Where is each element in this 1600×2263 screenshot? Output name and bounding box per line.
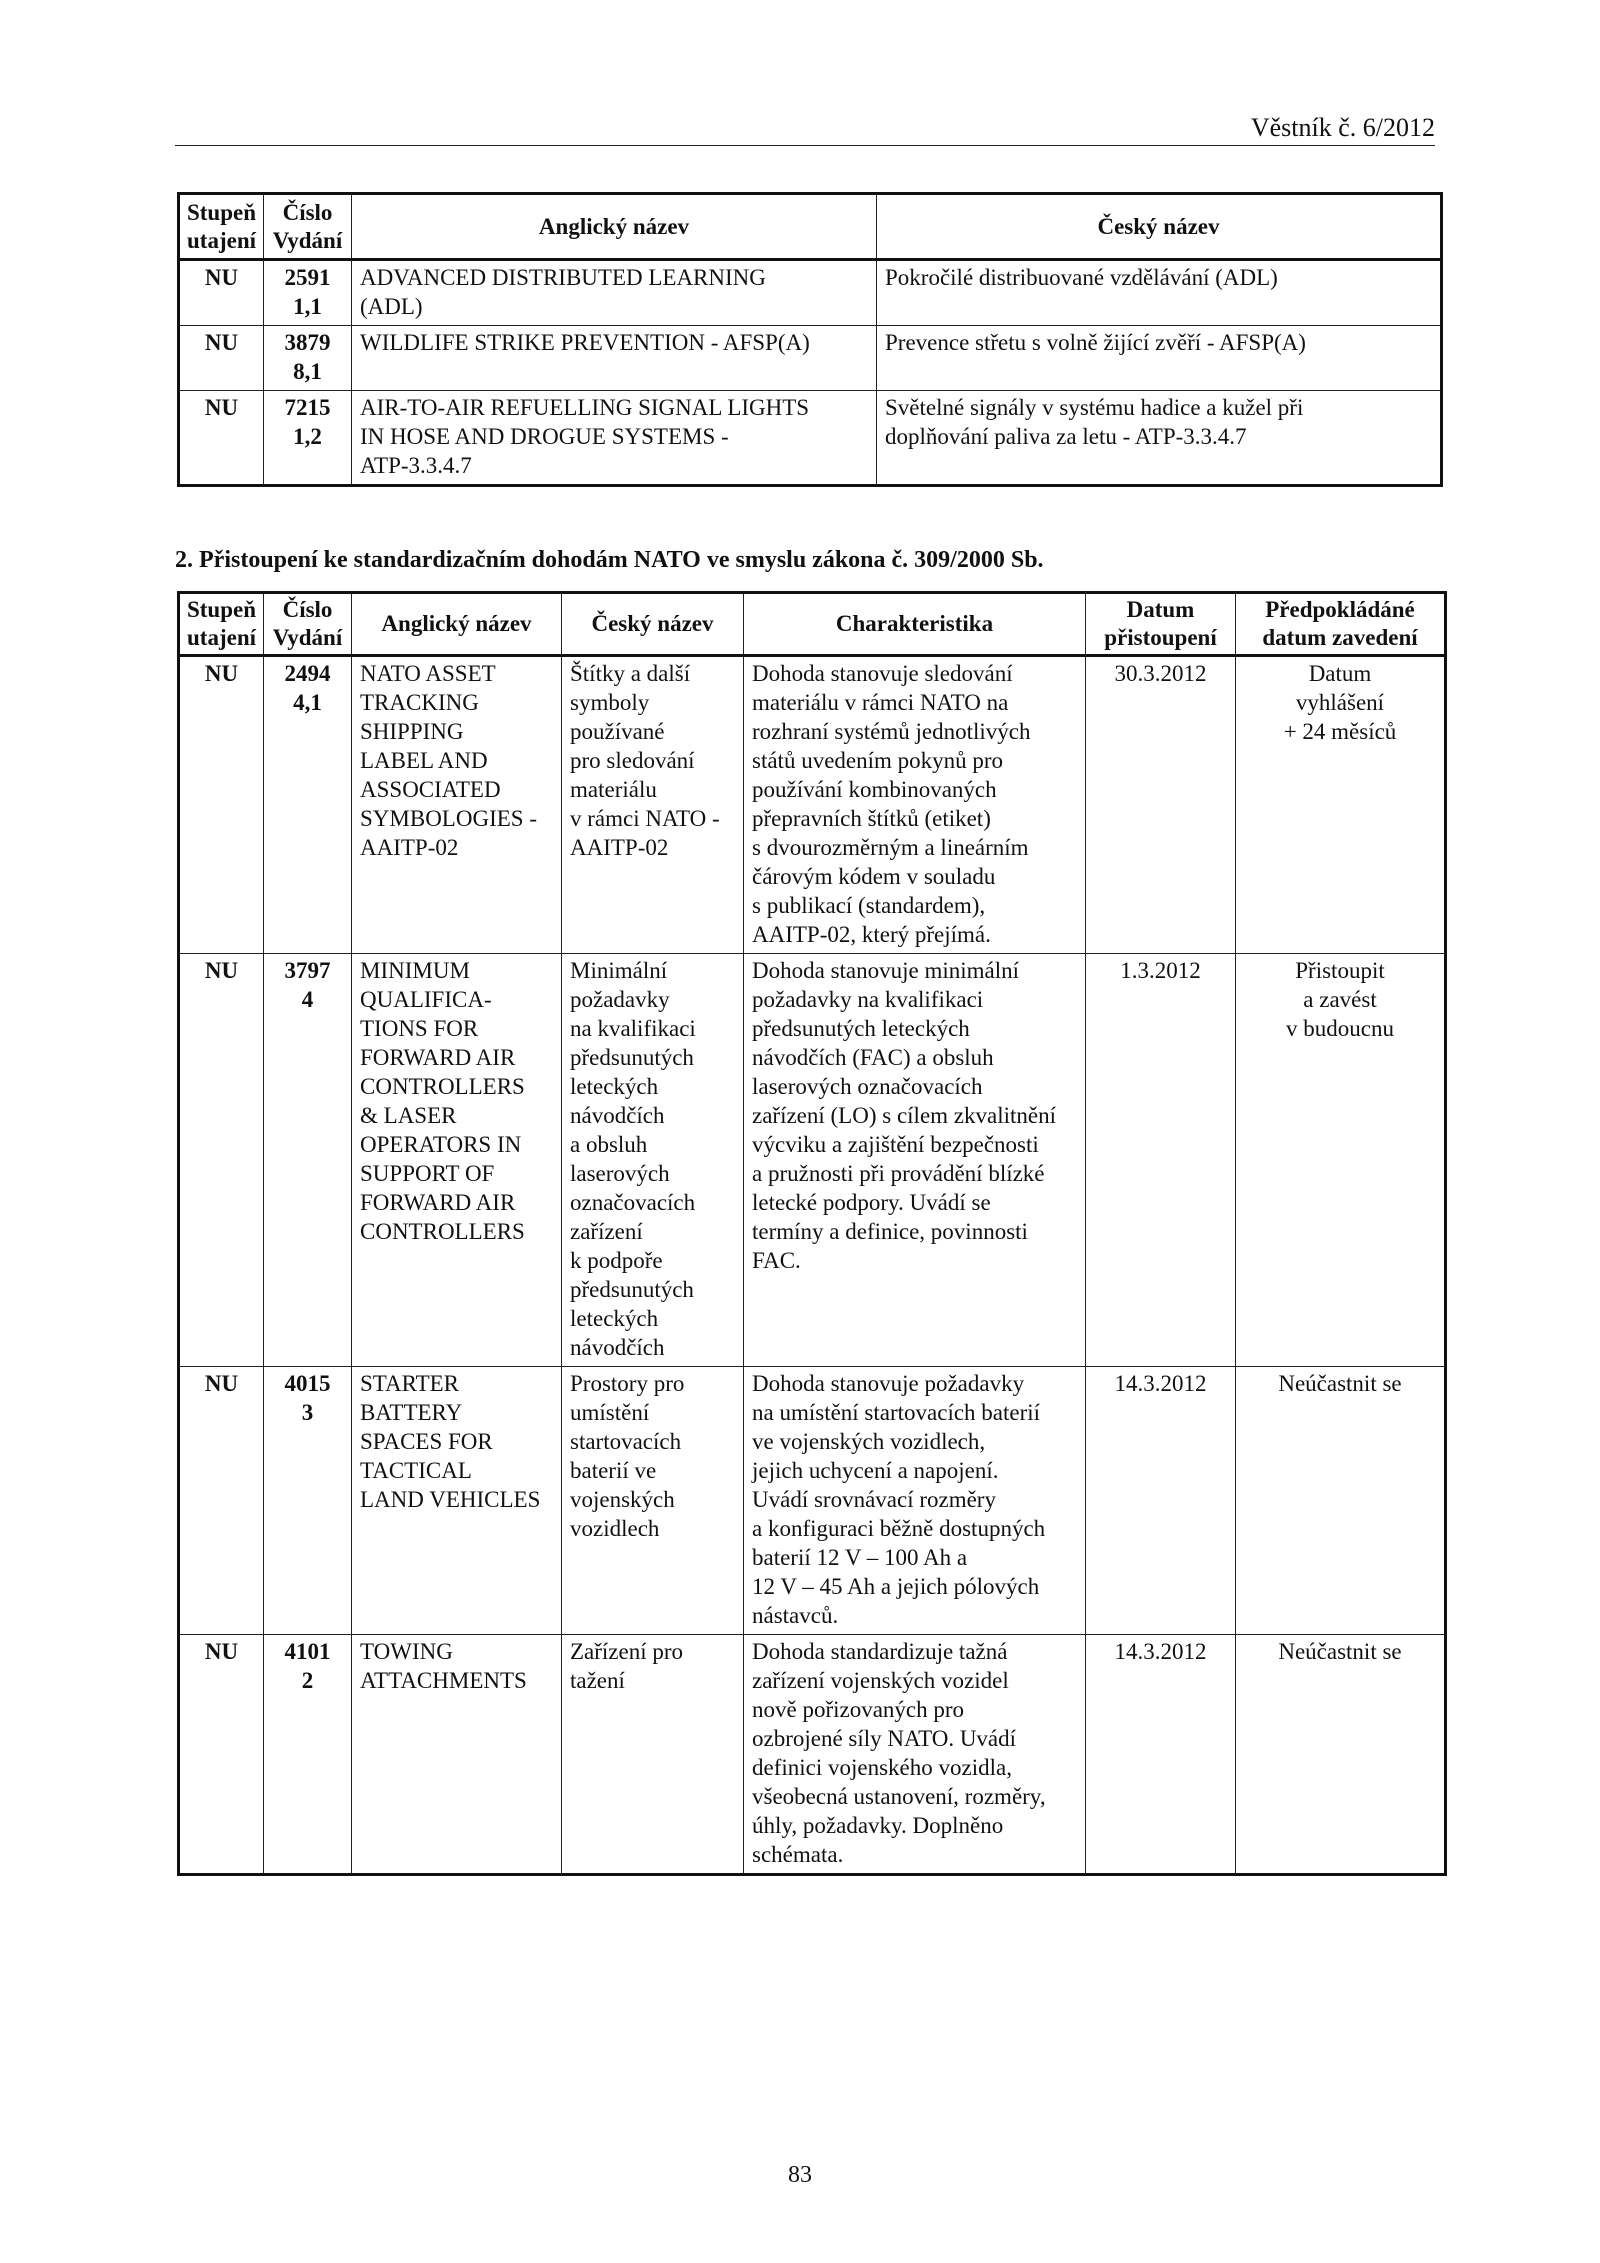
cell-cislo — [264, 1367, 352, 1635]
cell-cesky-line: startovacích — [570, 1429, 682, 1454]
cell-cesky — [562, 1635, 744, 1875]
header-line: datum zavedení — [1262, 625, 1418, 650]
cell-cislo-line: 4 — [301, 987, 314, 1012]
cell-predpokladane-line: Neúčastnit se — [1278, 1371, 1402, 1396]
cell-cesky-line: vojenských — [570, 1487, 675, 1512]
header-datum — [1086, 593, 1236, 656]
header-line: Stupeň — [186, 199, 257, 225]
cell-cislo-line: 3797 — [284, 958, 331, 983]
cell-anglicky-line: TIONS FOR — [360, 1016, 479, 1041]
cell-anglicky-line: IN HOSE AND DROGUE SYSTEMS - — [360, 424, 729, 449]
cell-charakteristika-line: Dohoda stanovuje požadavky — [752, 1371, 1025, 1396]
page-number: 83 — [788, 2162, 812, 2188]
cell-charakteristika-line: jejich uchycení a napojení. — [752, 1458, 999, 1483]
cell-datum-line: 14.3.2012 — [1114, 1639, 1207, 1664]
table-row — [179, 391, 1442, 486]
cell-anglicky-line: MINIMUM — [360, 958, 470, 983]
cell-charakteristika-line: všeobecná ustanovení, rozměry, — [752, 1784, 1046, 1809]
header-line: přistoupení — [1104, 625, 1217, 650]
header-line: Číslo — [282, 597, 333, 622]
cell-anglicky — [352, 1635, 562, 1875]
cell-charakteristika-line: rozhraní systémů jednotlivých — [752, 719, 1031, 744]
cell-cislo-line: 2494 — [284, 661, 331, 686]
cell-datum — [1086, 656, 1236, 954]
cell-charakteristika-line: úhly, požadavky. Doplněno — [752, 1813, 1004, 1838]
cell-charakteristika-line: nově pořizovaných pro — [752, 1697, 965, 1722]
header-cislo — [264, 194, 352, 260]
header-stupen — [179, 194, 264, 260]
header-line: Číslo — [282, 199, 333, 225]
cell-cislo-line: 1,2 — [293, 424, 322, 449]
cell-cesky — [562, 1367, 744, 1635]
cell-cislo-line: 3879 — [284, 330, 331, 355]
cell-anglicky-line: CONTROLLERS — [360, 1219, 525, 1244]
header-rule — [175, 145, 1435, 146]
cell-anglicky-line: ADVANCED DISTRIBUTED LEARNING — [360, 265, 766, 290]
cell-anglicky-line: SUPPORT OF — [360, 1161, 495, 1186]
page-header-title: Věstník č. 6/2012 — [1250, 113, 1435, 142]
cell-cesky-line: k podpoře — [570, 1248, 663, 1273]
cell-predpokladane-line: Datum — [1308, 661, 1372, 686]
cell-stupen-line: NU — [204, 265, 239, 290]
cell-anglicky-line: (ADL) — [360, 294, 423, 319]
cell-anglicky-line: AIR-TO-AIR REFUELLING SIGNAL LIGHTS — [360, 395, 810, 420]
table-row — [179, 326, 1442, 391]
cell-charakteristika-line: států uvedením pokynů pro — [752, 748, 1004, 773]
section-heading: 2. Přistoupení ke standardizačním dohodám NATO ve smyslu zákona č. 309/2000 Sb. — [175, 547, 1044, 573]
cell-charakteristika-line: Dohoda standardizuje tažná — [752, 1639, 1008, 1664]
cell-stupen-line: NU — [204, 1639, 239, 1664]
cell-charakteristika-line: Uvádí srovnávací rozměry — [752, 1487, 996, 1512]
header-line: Vydání — [272, 227, 343, 253]
cell-anglicky-line: WILDLIFE STRIKE PREVENTION - AFSP(A) — [360, 330, 810, 355]
header-line: utajení — [187, 227, 256, 253]
cell-charakteristika — [744, 656, 1086, 954]
cell-predpokladane — [1236, 656, 1446, 954]
cell-anglicky — [352, 954, 562, 1367]
cell-cesky-line: laserových — [570, 1161, 670, 1186]
cell-datum-line: 30.3.2012 — [1114, 661, 1207, 686]
cell-cislo-line: 2591 — [284, 265, 331, 290]
cell-cislo — [264, 656, 352, 954]
cell-anglicky — [352, 260, 877, 326]
cell-cesky-line: v rámci NATO - — [570, 806, 720, 831]
cell-cesky-line: Zařízení pro — [570, 1639, 684, 1664]
cell-anglicky — [352, 656, 562, 954]
cell-anglicky-line: QUALIFICA- — [360, 987, 492, 1012]
cell-anglicky-line: AAITP-02 — [360, 835, 459, 860]
cell-charakteristika-line: zařízení vojenských vozidel — [752, 1668, 1009, 1693]
cell-cislo — [264, 391, 352, 486]
cell-cislo — [264, 326, 352, 391]
cell-charakteristika-line: a konfiguraci běžně dostupných — [752, 1516, 1046, 1541]
cell-charakteristika-line: AAITP-02, který přejímá. — [752, 922, 991, 947]
cell-predpokladane-line: a zavést — [1303, 987, 1377, 1012]
cell-stupen — [179, 1367, 264, 1635]
cell-predpokladane — [1236, 954, 1446, 1367]
cell-charakteristika-line: Dohoda stanovuje sledování — [752, 661, 1013, 686]
cell-anglicky-line: STARTER — [360, 1371, 460, 1396]
cell-charakteristika-line: a pružnosti při provádění blízké — [752, 1161, 1045, 1186]
cell-cesky-line: předsunutých — [570, 1045, 694, 1070]
cell-cislo-line: 2 — [301, 1668, 314, 1693]
cell-predpokladane-line: vyhlášení — [1295, 690, 1385, 715]
cell-anglicky-line: & LASER — [360, 1103, 457, 1128]
cell-anglicky-line: BATTERY — [360, 1400, 463, 1425]
cell-cesky-line: leteckých — [570, 1306, 659, 1331]
header-cesky: Český název — [877, 194, 1442, 260]
cell-cesky-line: na kvalifikaci — [570, 1016, 696, 1041]
cell-stupen — [179, 1635, 264, 1875]
cell-anglicky-line: LAND VEHICLES — [360, 1487, 541, 1512]
cell-anglicky-line: ATTACHMENTS — [360, 1668, 527, 1693]
cell-datum — [1086, 1367, 1236, 1635]
cell-anglicky-line: NATO ASSET — [360, 661, 496, 686]
cell-anglicky-line: OPERATORS IN — [360, 1132, 522, 1157]
cell-cislo-line: 4,1 — [293, 690, 322, 715]
cell-datum — [1086, 954, 1236, 1367]
cell-charakteristika-line: schémata. — [752, 1842, 844, 1867]
cell-cesky-line: vozidlech — [570, 1516, 660, 1541]
cell-cesky-line: doplňování paliva za letu - ATP-3.3.4.7 — [885, 424, 1247, 449]
standards-table-1 — [177, 192, 1443, 487]
cell-charakteristika-line: požadavky na kvalifikaci — [752, 987, 984, 1012]
cell-charakteristika-line: s dvourozměrným a lineárním — [752, 835, 1029, 860]
cell-anglicky-line: SYMBOLOGIES - — [360, 806, 537, 831]
cell-charakteristika-line: ve vojenských vozidlech, — [752, 1429, 986, 1454]
cell-anglicky-line: CONTROLLERS — [360, 1074, 525, 1099]
cell-stupen — [179, 954, 264, 1367]
cell-charakteristika-line: s publikací (standardem), — [752, 893, 986, 918]
cell-cesky-line: návodčích — [570, 1103, 665, 1128]
cell-cesky — [877, 260, 1442, 326]
cell-cesky-line: požadavky — [570, 987, 670, 1012]
cell-anglicky-line: FORWARD AIR — [360, 1045, 516, 1070]
cell-charakteristika-line: Dohoda stanovuje minimální — [752, 958, 1020, 983]
header-cislo — [264, 593, 352, 656]
cell-cesky-line: Minimální — [570, 958, 668, 983]
cell-cesky-line: symboly — [570, 690, 650, 715]
header-anglicky: Anglický název — [352, 194, 877, 260]
cell-anglicky — [352, 391, 877, 486]
cell-anglicky-line: ASSOCIATED — [360, 777, 501, 802]
cell-cesky — [562, 954, 744, 1367]
cell-anglicky-line: SHIPPING — [360, 719, 464, 744]
table-row — [179, 1635, 1446, 1875]
cell-charakteristika-line: zařízení (LO) s cílem zkvalitnění — [752, 1103, 1056, 1128]
cell-charakteristika-line: 12 V – 45 Ah a jejich pólových — [752, 1574, 1040, 1599]
cell-anglicky-line: TRACKING — [360, 690, 479, 715]
cell-datum — [1086, 1635, 1236, 1875]
cell-cislo-line: 4015 — [284, 1371, 331, 1396]
cell-datum-line: 1.3.2012 — [1120, 958, 1201, 983]
cell-cislo-line: 8,1 — [293, 359, 322, 384]
cell-charakteristika-line: definici vojenského vozidla, — [752, 1755, 1012, 1780]
cell-predpokladane — [1236, 1635, 1446, 1875]
cell-stupen — [179, 260, 264, 326]
cell-cesky-line: leteckých — [570, 1074, 659, 1099]
cell-stupen-line: NU — [204, 661, 239, 686]
cell-charakteristika-line: návodčích (FAC) a obsluh — [752, 1045, 994, 1070]
cell-anglicky — [352, 326, 877, 391]
header-stupen — [179, 593, 264, 656]
cell-cesky-line: Světelné signály v systému hadice a kužel při — [885, 395, 1304, 420]
cell-stupen-line: NU — [204, 330, 239, 355]
table-header-row — [179, 194, 1442, 260]
table-header-row — [179, 593, 1446, 656]
header-line: Předpokládáné — [1265, 597, 1415, 622]
cell-cesky-line: materiálu — [570, 777, 657, 802]
cell-charakteristika-line: nástavců. — [752, 1603, 839, 1628]
cell-charakteristika-line: na umístění startovacích baterií — [752, 1400, 1041, 1425]
cell-cesky-line: pro sledování — [570, 748, 695, 773]
cell-anglicky-line: SPACES FOR — [360, 1429, 493, 1454]
header-line: Datum — [1126, 597, 1195, 622]
cell-anglicky-line: TOWING — [360, 1639, 453, 1664]
cell-cesky-line: používané — [570, 719, 665, 744]
standards-table-2 — [177, 591, 1447, 1876]
cell-cesky — [877, 326, 1442, 391]
table-row — [179, 1367, 1446, 1635]
cell-stupen-line: NU — [204, 1371, 239, 1396]
header-charakteristika: Charakteristika — [744, 593, 1086, 656]
cell-cislo-line: 7215 — [284, 395, 331, 420]
cell-cesky — [877, 391, 1442, 486]
cell-cesky-line: a obsluh — [570, 1132, 648, 1157]
cell-charakteristika-line: ozbrojené síly NATO. Uvádí — [752, 1726, 1017, 1751]
cell-predpokladane-line: Neúčastnit se — [1278, 1639, 1402, 1664]
cell-charakteristika-line: FAC. — [752, 1248, 801, 1273]
cell-cislo — [264, 260, 352, 326]
cell-predpokladane-line: v budoucnu — [1286, 1016, 1394, 1041]
cell-cislo — [264, 1635, 352, 1875]
cell-charakteristika-line: termíny a definice, povinnosti — [752, 1219, 1028, 1244]
cell-charakteristika — [744, 1367, 1086, 1635]
cell-predpokladane — [1236, 1367, 1446, 1635]
cell-cislo — [264, 954, 352, 1367]
cell-anglicky-line: FORWARD AIR — [360, 1190, 516, 1215]
cell-anglicky-line: LABEL AND — [360, 748, 488, 773]
cell-cesky-line: AAITP-02 — [570, 835, 669, 860]
cell-charakteristika-line: výcviku a zajištění bezpečnosti — [752, 1132, 1039, 1157]
table-row — [179, 954, 1446, 1367]
cell-charakteristika-line: předsunutých leteckých — [752, 1016, 970, 1041]
cell-charakteristika-line: čárovým kódem v souladu — [752, 864, 996, 889]
cell-charakteristika-line: letecké podpory. Uvádí se — [752, 1190, 991, 1215]
header-cesky: Český název — [562, 593, 744, 656]
cell-charakteristika-line: používání kombinovaných — [752, 777, 997, 802]
header-line: Vydání — [272, 625, 343, 650]
cell-cesky-line: Prostory pro — [570, 1371, 685, 1396]
cell-cesky-line: Štítky a další — [570, 661, 691, 686]
cell-cislo-line: 1,1 — [293, 294, 322, 319]
header-line: utajení — [187, 625, 256, 650]
cell-stupen — [179, 326, 264, 391]
cell-cislo-line: 3 — [301, 1400, 314, 1425]
cell-cesky-line: umístění — [570, 1400, 650, 1425]
cell-cesky-line: označovacích — [570, 1190, 696, 1215]
cell-anglicky-line: TACTICAL — [360, 1458, 472, 1483]
cell-cesky-line: baterií ve — [570, 1458, 657, 1483]
cell-stupen — [179, 391, 264, 486]
cell-cesky-line: Prevence střetu s volně žijící zvěří - AFSP(A) — [885, 330, 1306, 355]
cell-charakteristika-line: baterií 12 V – 100 Ah a — [752, 1545, 968, 1570]
cell-stupen-line: NU — [204, 958, 239, 983]
cell-predpokladane-line: + 24 měsíců — [1283, 719, 1397, 744]
cell-cesky-line: tažení — [570, 1668, 625, 1693]
cell-charakteristika — [744, 954, 1086, 1367]
cell-stupen-line: NU — [204, 395, 239, 420]
cell-stupen — [179, 656, 264, 954]
cell-charakteristika-line: přepravních štítků (etiket) — [752, 806, 991, 831]
cell-datum-line: 14.3.2012 — [1114, 1371, 1207, 1396]
cell-cesky-line: zařízení — [570, 1219, 643, 1244]
cell-cesky-line: předsunutých — [570, 1277, 694, 1302]
cell-charakteristika-line: laserových označovacích — [752, 1074, 983, 1099]
cell-cesky-line: Pokročilé distribuované vzdělávání (ADL) — [885, 265, 1278, 290]
cell-anglicky-line: ATP-3.3.4.7 — [360, 453, 472, 478]
cell-charakteristika — [744, 1635, 1086, 1875]
table-row — [179, 656, 1446, 954]
header-predpokladane — [1236, 593, 1446, 656]
table-row — [179, 260, 1442, 326]
header-anglicky: Anglický název — [352, 593, 562, 656]
cell-cislo-line: 4101 — [284, 1639, 331, 1664]
cell-cesky-line: návodčích — [570, 1335, 665, 1360]
cell-charakteristika-line: materiálu v rámci NATO na — [752, 690, 1009, 715]
header-line: Stupeň — [186, 597, 257, 622]
cell-predpokladane-line: Přistoupit — [1295, 958, 1385, 983]
cell-anglicky — [352, 1367, 562, 1635]
cell-cesky — [562, 656, 744, 954]
